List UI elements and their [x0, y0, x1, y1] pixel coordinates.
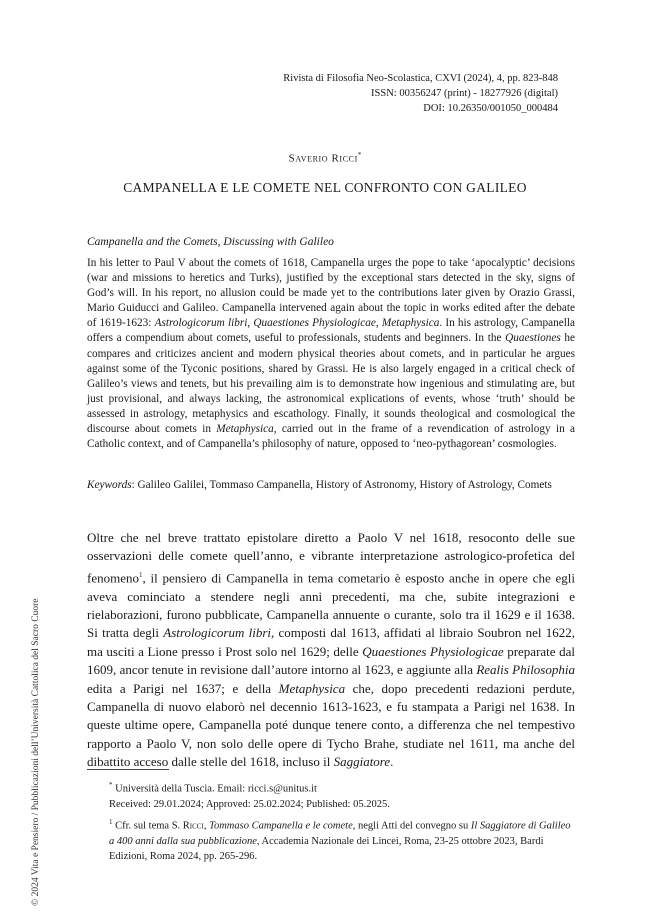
keywords: Keywords: Galileo Galilei, Tommaso Campanella, History of Astronomy, History of Astrology, Comets [87, 479, 552, 491]
footnote-1: $^1$ Cfr. sul tema S. Ricci, Tommaso Campanella e le comete, negli Atti del convegno su Il Saggiatore di Galileo a 400 anni dalla sua pubblicazione, Accademia Nazionale dei Lincei, Roma, 23-25 ottobre 2023, Bardi Edizioni, Roma 2024, pp. 265-296. [109, 818, 571, 862]
issn-line: ISSN: 00356247 (print) - 18277926 (digital) [371, 88, 558, 99]
footnote-author: * Università della Tuscia. Email: ricci.s@unitus.it Received: 29.01.2024; Approved: 25.02.2024; Published: 05.2025. [87, 778, 575, 812]
abstract: In his letter to Paul V about the comets of 1618, Campanella urges the pope to take ‘apocalyptic’ decisions (war and missions to heretics and Turks), justified by the exceptional stars detected in the sky, signs of God’s will. In his report, no allusion could be made yet to the contributions later given by Orazio Grassi, Mario Guiducci and Galileo. Campanella intervened again about the topic in works edited after the debate of 1619-1623: Astrologicorum libri, Quaestiones Physiologicae, Metaphysica. In his astrology, Campanella offers a compendium about comets, useful to professionals, students and beginners. In the Quaestiones he compares and criticizes ancient and modern physical theories about comets, and in particular he argues against some of the Tyconic positions, shared by Grassi. He is also largely engaged in a critical check of Galileo’s views and tenets, but his prevailing aim is to demonstrate how ingenious and stimulating are, but just provisional, and always lacking, the astronomical explications of events, whose ‘truth’ should be assessed in astrology, metaphysics and escathology. Finally, it sounds theological and cosmological the discourse about comets in Metaphysica, carried out in the frame of a revendication of astrology in a Catholic context, and of Campanella’s philosophy of nature, opposed to ‘neo-pythagorean’ cosmologies. [87, 257, 576, 451]
journal-header [283, 71, 558, 116]
author-name: Saverio Ricci* [288, 151, 362, 165]
body-paragraph: Oltre che nel breve trattato epistolare diretto a Paolo V nel 1618, resoconto delle sue osservazioni delle comete quell’anno, e vibrante interpretazione astrologico-profetica del fenomeno$^1$, il pensiero di Campanella in tema cometario è esposto anche in opere che egli aveva cominciato a stendere negli anni precedenti, ma che, subite integrazioni e rielaborazioni, furono pubblicate, Campanella annuente o curante, solo tra il 1629 e il 1638. Si tratta degli Astrologicorum libri, composti dal 1613, affidati al libraio Soubron nel 1622, ma usciti a Lione presso i Prost solo nel 1629; delle Quaestiones Physiologicae preparate dal 1609, ancor tenute in revisione dall’autore intorno al 1623, e aggiunte alla Realis Philosophia edita a Parigi nel 1637; e della Metaphysica che, dopo precedenti redazioni perdute, Campanella di nuovo elaborò nel decennio 1613-1623, e fu stampata a Parigi nel 1638. In queste ultime opere, Campanella poté dunque tenere conto, a differenza che nel tempestivo rapporto a Paolo V, non solo delle opere di Tycho Brahe, studiate nel 1611, ma anche del dibattito acceso dalle stelle del 1618, incluso il Saggiatore. [87, 530, 575, 770]
abstract-title: Campanella and the Comets, Discussing with Galileo [87, 236, 334, 248]
doi-line: DOI: 10.26350/001050_000484 [423, 103, 558, 114]
footnote-rule [87, 769, 169, 770]
article-title: CAMPANELLA E LE COMETE NEL CONFRONTO CON GALILEO [123, 180, 527, 195]
affiliation-email: Università della Tuscia. Email: ricci.s@unitus.it [112, 783, 317, 795]
received-dates: Received: 29.01.2024; Approved: 25.02.2024; Published: 05.2025. [109, 798, 390, 810]
copyright-side-text: © 2024 Vita e Pensiero / Pubblicazioni dell’Università Cattolica del Sacro Cuore [31, 598, 41, 906]
journal-citation: Rivista di Filosofia Neo-Scolastica, CXVI (2024), 4, pp. 823-848 [283, 73, 558, 84]
footnote-ref[interactable]: 1 [138, 570, 143, 579]
